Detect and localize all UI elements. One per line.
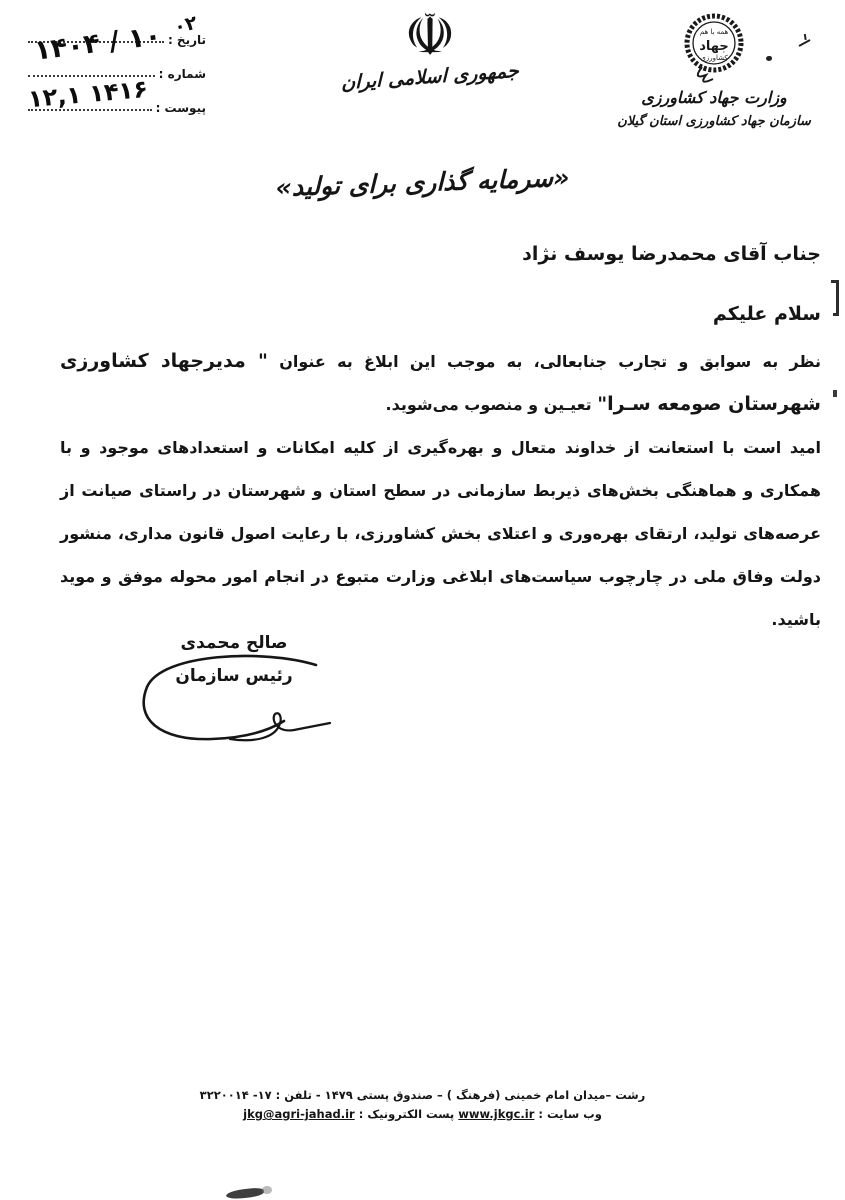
organization-name: سازمان جهاد کشاورزی استان گیلان xyxy=(617,114,811,129)
handwritten-date-day: ۰۲ xyxy=(171,11,200,39)
ministry-block xyxy=(612,10,816,129)
email-label: پست الکترونیک : xyxy=(354,1107,459,1121)
addressee: جناب آقای محمدرضا یوسف نژاد xyxy=(522,243,821,265)
scan-smudge-light xyxy=(262,1186,272,1194)
logo-top-text: همه با هم xyxy=(699,28,729,36)
ministry-name: وزارت جهاد کشاورزی xyxy=(641,88,787,107)
number-label: شماره : xyxy=(158,67,206,81)
website-link: www.jkgc.ir xyxy=(458,1107,535,1121)
signer-title: رئیس سازمان xyxy=(175,666,293,686)
p1-before: نظر به سوابق و تجارب جنابعالی، به موجب این ابلاغ به عنوان xyxy=(267,352,822,371)
website-label: وب سایت : xyxy=(534,1107,602,1121)
salutation: سلام علیکم xyxy=(712,303,821,325)
scan-artifact-bracket xyxy=(836,280,839,316)
country-name: جمهوری اسلامی ایران xyxy=(341,59,519,95)
date-label: تاریخ : xyxy=(167,33,206,47)
address-line: رشت –میدان امام خمینی (فرهنگ ) – صندوق پستی ۱۴۷۹ - تلفن : ۱۷- ۳۲۲۰۰۱۴ xyxy=(199,1088,646,1102)
year-slogan: «سرمایه گذاری برای تولید» xyxy=(275,162,570,203)
logo-center-text: جهاد xyxy=(699,39,729,54)
letterhead-date-block xyxy=(27,11,206,118)
letter-footer xyxy=(0,1088,845,1121)
p1-after: تعیـین و منصوب می‌شوید. xyxy=(385,395,598,414)
paragraph-appointment xyxy=(60,340,821,426)
scan-smudge xyxy=(226,1187,265,1200)
handwritten-date-value: ۱۴۰۴ / ۱۰ xyxy=(32,20,163,67)
paragraph-wishes: امید است با استعانت از خداوند متعال و بهره‌گیری از کلیه امکانات و استعدادهای موجود و با همکاری و هماهنگی بخش‌های ذیربط سازمانی در سطح استان و شهرستان در راستای صیانت از عرصه‌های تولید، ارتقای بهره‌وری و اعتلای بخش کشاورزی، با رعایت اصول قانون مداری، منشور دولت وفاق ملی در چارچوب سیاست‌های ابلاغی وزارت متبوع در انجام امور محوله موفق و موید باشید. xyxy=(60,438,821,629)
signature-block xyxy=(148,633,320,686)
scan-artifact-dot xyxy=(833,390,837,397)
contact-line xyxy=(0,1107,845,1121)
attachment-label: پیوست : xyxy=(155,101,206,115)
email-link: jkg@agri-jahad.ir xyxy=(243,1107,355,1121)
logo-bottom-text: کشاورزی xyxy=(700,54,728,62)
signature-scribble-icon xyxy=(132,649,337,749)
jahad-keshavarzi-logo-icon xyxy=(678,10,750,96)
national-emblem-block xyxy=(340,1,520,95)
pen-dot-mark xyxy=(766,56,772,61)
handwritten-attachment-value: ۱۲,۱ ۱۴۱۶ xyxy=(27,74,150,114)
signer-name: صالح محمدی xyxy=(180,633,288,653)
letter-body xyxy=(60,243,821,641)
iran-emblem-icon: ☫ xyxy=(404,1,456,69)
appointment-title: " مدیرجهاد کشاورزی شهرستان صومعه سـرا" xyxy=(60,350,821,415)
